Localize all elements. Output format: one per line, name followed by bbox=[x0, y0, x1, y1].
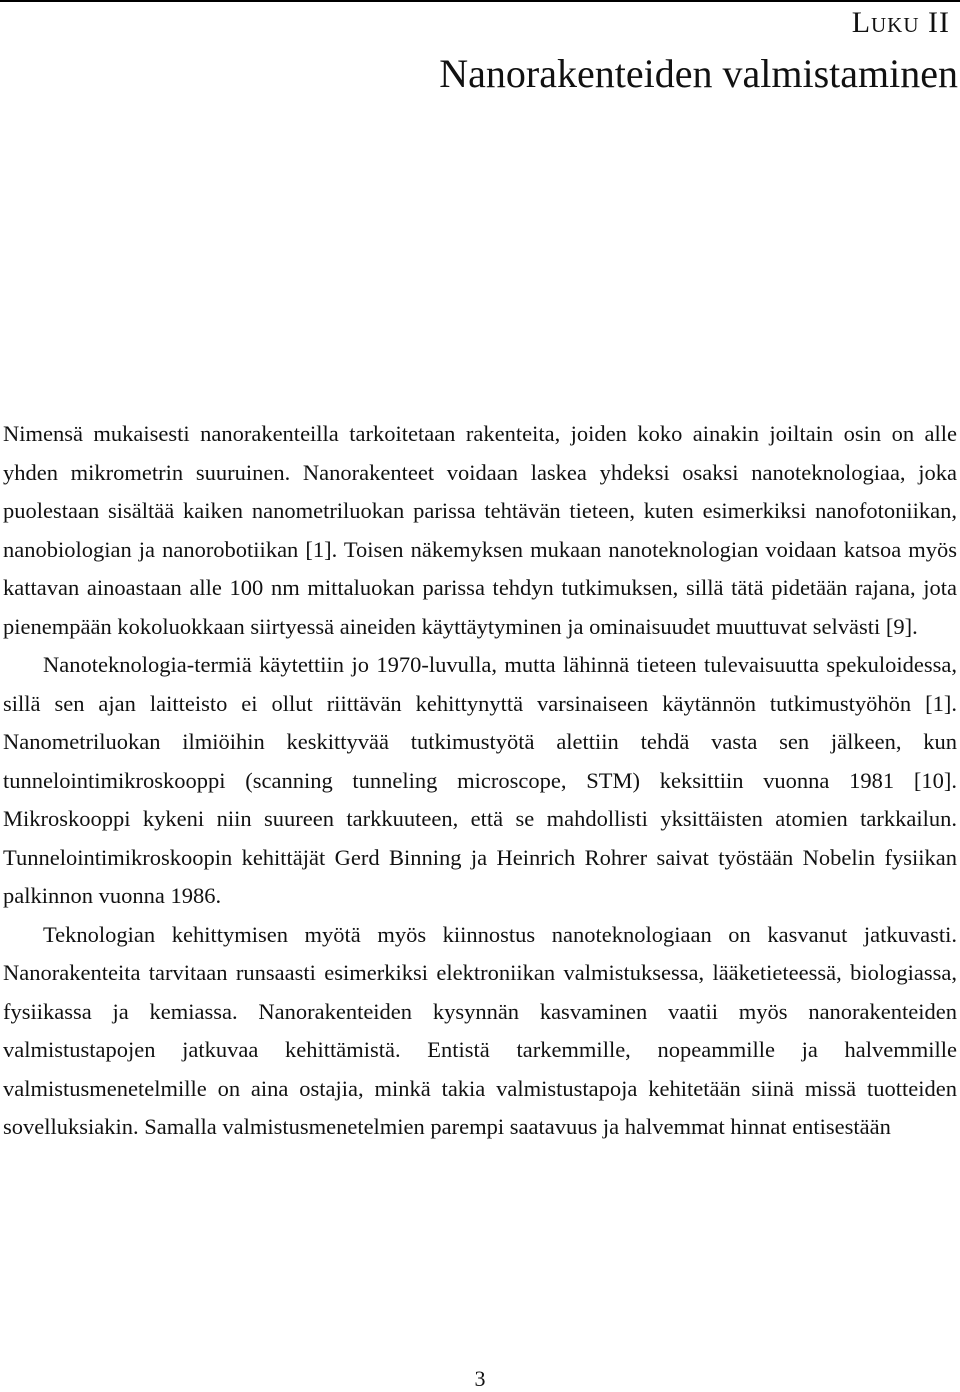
paragraph-1: Nimensä mukaisesti nanorakenteilla tarkoitetaan rakenteita, joiden koko ainakin joiltain osin on alle yhden mikrometrin suuruinen. Nanorakenteet voidaan laskea yhdeksi osaksi nanoteknologiaa, joka puolestaan sisältää kaiken nanometriluokan parissa tehtävän tieteen, kuten esimerkiksi nanofotoniikan, nanobiologian ja nanorobotiikan [1]. Toisen näkemyksen mukaan nanoteknologian voidaan katsoa myös kattavan ainoastaan alle 100 nm mittaluokan parissa tehdyn tutkimuksen, sillä tätä pidetään rajana, jota pienempään kokoluokkaan siirtyessä aineiden käyttäytyminen ja ominaisuudet muuttuvat selvästi [9]. bbox=[3, 421, 957, 639]
chapter-title: Nanorakenteiden valmistaminen bbox=[439, 51, 958, 96]
paragraph-3: Teknologian kehittymisen myötä myös kiinnostus nanoteknologiaan on kasvanut jatkuvasti. Nanorakenteita tarvitaan runsaasti esimerkiksi elektroniikan valmistuksessa, lääketieteessä, biologiassa, fysiikassa ja kemiassa. Nanorakenteiden kysynnän kasvaminen vaatii myös nanorakenteiden valmistustapojen jatkuvaa kehittämistä. Entistä tarkemmille, nopeammille ja halvemmille valmistusmenetelmille on aina ostajia, minkä takia valmistustapoja kehitetään siinä missä tuotteiden sovelluksiakin. Samalla valmistusmenetelmien parempi saatavuus ja halvemmat hinnat entisestään bbox=[3, 921, 957, 1139]
page-number: 3 bbox=[474, 1366, 486, 1391]
body-text bbox=[3, 415, 957, 1147]
paragraph-2: Nanoteknologia-termiä käytettiin jo 1970-luvulla, mutta lähinnä tieteen tulevaisuutta spekuloidessa, sillä sen ajan laitteisto ei ollut riittävän kehittynyttä varsinaiseen käytännön tutkimustyöhön [1]. Nanometriluokan ilmiöihin keskittyvää tutkimustyötä alettiin tehdä vasta sen jälkeen, kun tunnelointimikroskooppi (scanning tunneling microscope, STM) keksittiin vuonna 1981 [10]. Mikroskooppi kykeni niin suureen tarkkuuteen, että se mahdollisti yksittäisten atomien tarkkailun. Tunnelointimikroskoopin kehittäjät Gerd Binning ja Heinrich Rohrer saivat työstään Nobelin fysiikan palkinnon vuonna 1986. bbox=[3, 652, 957, 908]
header-rule bbox=[0, 0, 960, 2]
chapter-label: Luku II bbox=[851, 6, 950, 39]
